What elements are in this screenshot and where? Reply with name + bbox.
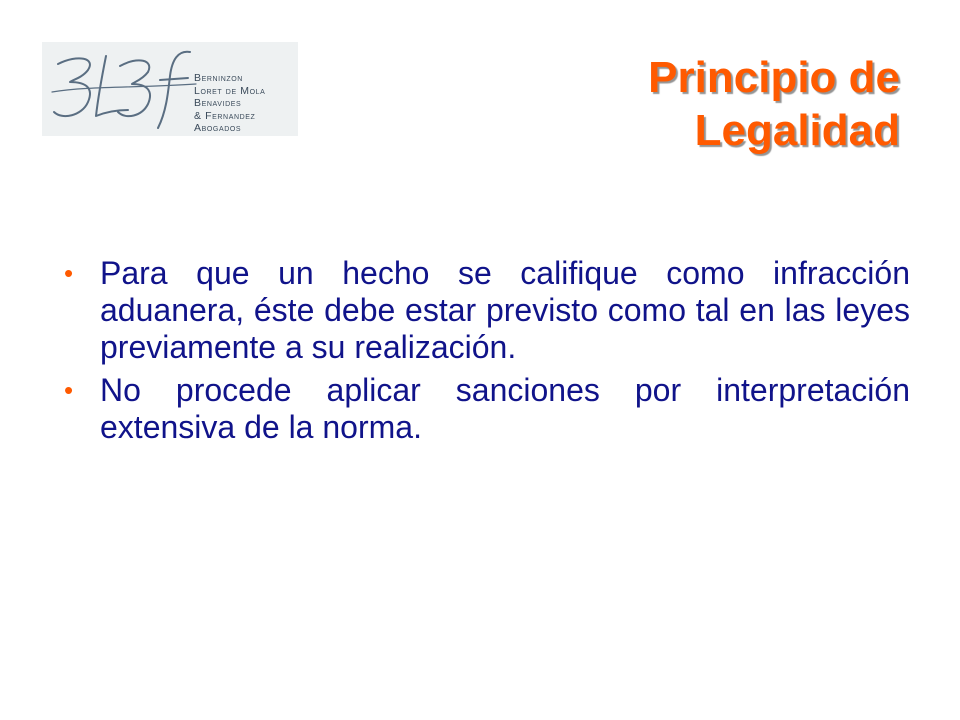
firm-name-line: Abogados (194, 122, 242, 135)
firm-logo (42, 42, 298, 136)
slide-title (648, 52, 900, 158)
bullet-item (58, 255, 910, 366)
bullet-list (58, 255, 910, 452)
bullet-text: Para que un hecho se califique como infracción aduanera, éste debe estar previsto como tal en las leyes previamente a su realización. (100, 255, 910, 365)
firm-name-line: Benavides (194, 97, 242, 110)
bullet-text: No procede aplicar sanciones por interpretación extensiva de la norma. (100, 372, 910, 445)
bullet-item (58, 372, 910, 446)
monogram-logo-icon (48, 46, 198, 132)
slide-title-line-1: Principio de (648, 53, 900, 102)
firm-name (194, 72, 298, 135)
slide-title-line-2: Legalidad (694, 105, 900, 155)
firm-name-line: Berninzon (194, 72, 243, 84)
firm-name-line: Loret de Mola (194, 84, 266, 97)
bullet-marker-icon: • (64, 258, 74, 288)
firm-name-line: & Fernandez (194, 109, 256, 122)
bullet-marker-icon: • (64, 375, 74, 405)
